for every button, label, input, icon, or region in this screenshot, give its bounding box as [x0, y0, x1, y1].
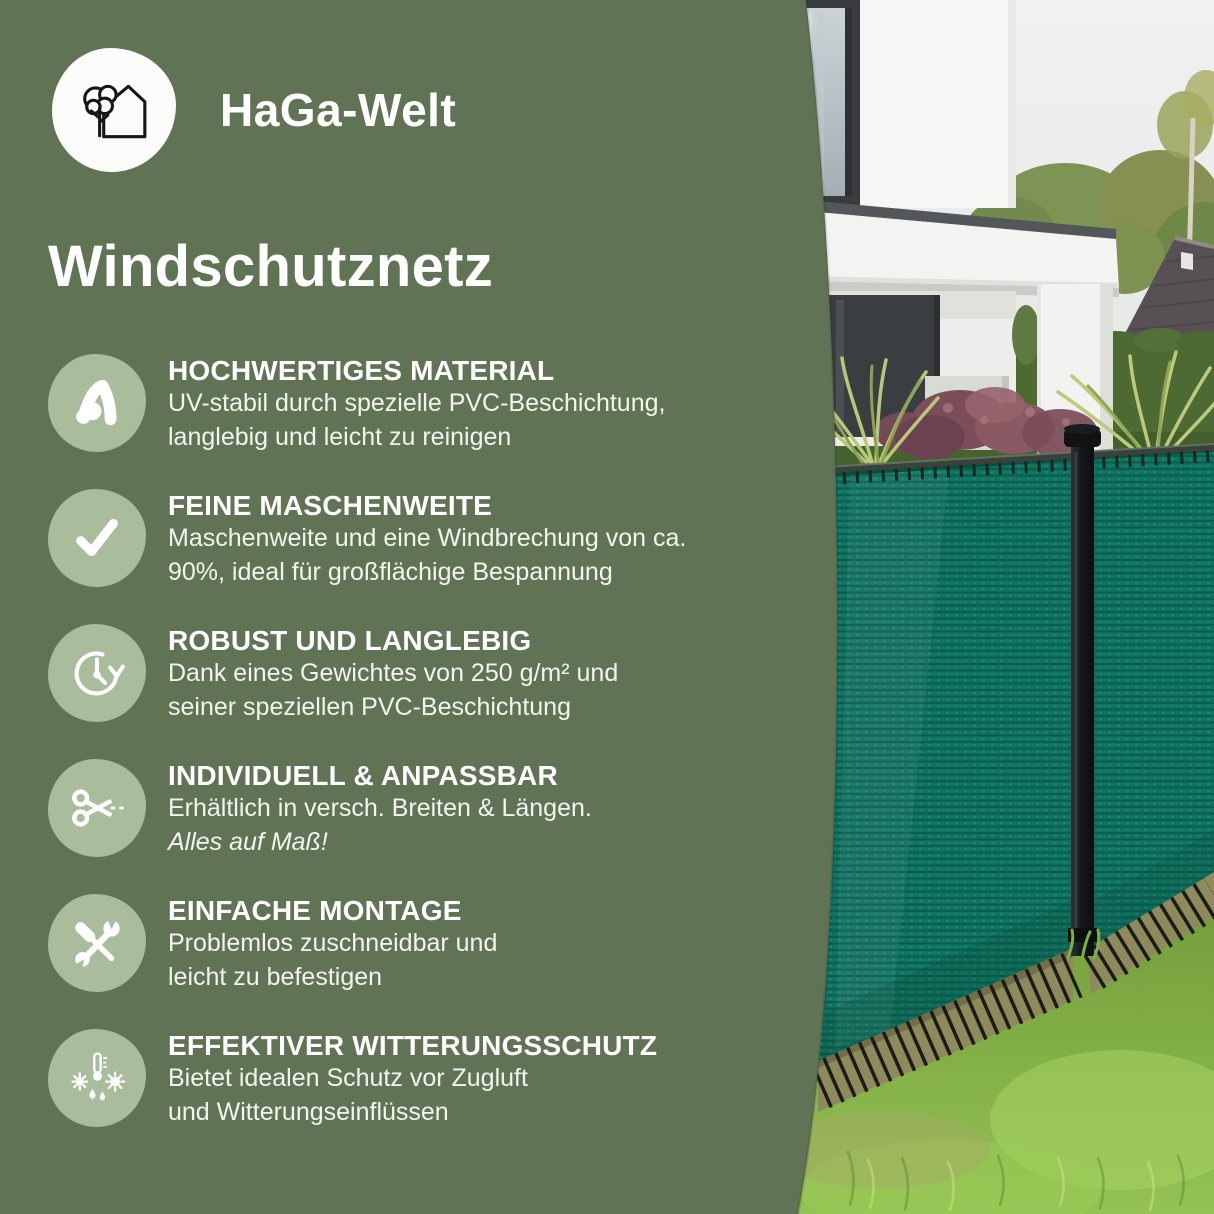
- bicep-icon: [48, 354, 146, 452]
- brand-header: [52, 48, 812, 172]
- feature-durability: [48, 624, 812, 724]
- page-title: Windschutznetz: [48, 234, 494, 299]
- feature-line: Maschenweite und eine Windbrechung von ca.: [168, 524, 687, 552]
- tools-icon: [48, 894, 146, 992]
- feature-line: seiner speziellen PVC-Beschichtung: [168, 693, 571, 721]
- feature-line: Erhältlich in versch. Breiten & Längen.: [168, 794, 592, 822]
- feature-text: [168, 489, 686, 589]
- feature-list: [48, 354, 812, 1129]
- feature-easy-mounting: [48, 894, 812, 994]
- feature-mesh: [48, 489, 812, 589]
- scissors-icon: [48, 759, 146, 857]
- feature-text: [168, 624, 618, 724]
- feature-line-emphasis: Alles auf Maß!: [168, 828, 328, 856]
- feature-material: [48, 354, 812, 454]
- brand-name: HaGa-Welt: [220, 84, 457, 136]
- feature-line: Problemlos zuschneidbar und: [168, 929, 498, 957]
- tree-house-icon: [77, 73, 151, 147]
- feature-custom-size: [48, 759, 812, 859]
- brand-logo: [52, 48, 176, 172]
- feature-heading: INDIVIDUELL & ANPASSBAR: [168, 760, 558, 791]
- feature-line: langlebig und leicht zu reinigen: [168, 423, 512, 451]
- feature-heading: HOCHWERTIGES MATERIAL: [168, 355, 555, 386]
- feature-line: UV-stabil durch spezielle PVC-Beschichtung,: [168, 389, 666, 417]
- feature-text: [168, 1029, 657, 1129]
- feature-heading: EFFEKTIVER WITTERUNGSSCHUTZ: [168, 1030, 658, 1061]
- feature-text: [168, 894, 497, 994]
- checkmark-icon: [48, 489, 146, 587]
- feature-line: leicht zu befestigen: [168, 963, 383, 991]
- feature-line: Bietet idealen Schutz vor Zugluft: [168, 1064, 528, 1092]
- weather-icon: [48, 1029, 146, 1127]
- feature-text: [168, 759, 592, 859]
- feature-weather-protection: [48, 1029, 812, 1129]
- feature-line: und Witterungseinflüssen: [168, 1098, 449, 1126]
- feature-heading: EINFACHE MONTAGE: [168, 895, 462, 926]
- clock-icon: [48, 624, 146, 722]
- feature-heading: ROBUST UND LANGLEBIG: [168, 625, 532, 656]
- feature-line: Dank eines Gewichtes von 250 g/m² und: [168, 659, 619, 687]
- feature-heading: FEINE MASCHENWEITE: [168, 490, 493, 521]
- feature-line: 90%, ideal für großflächige Bespannung: [168, 558, 613, 586]
- feature-text: [168, 354, 665, 454]
